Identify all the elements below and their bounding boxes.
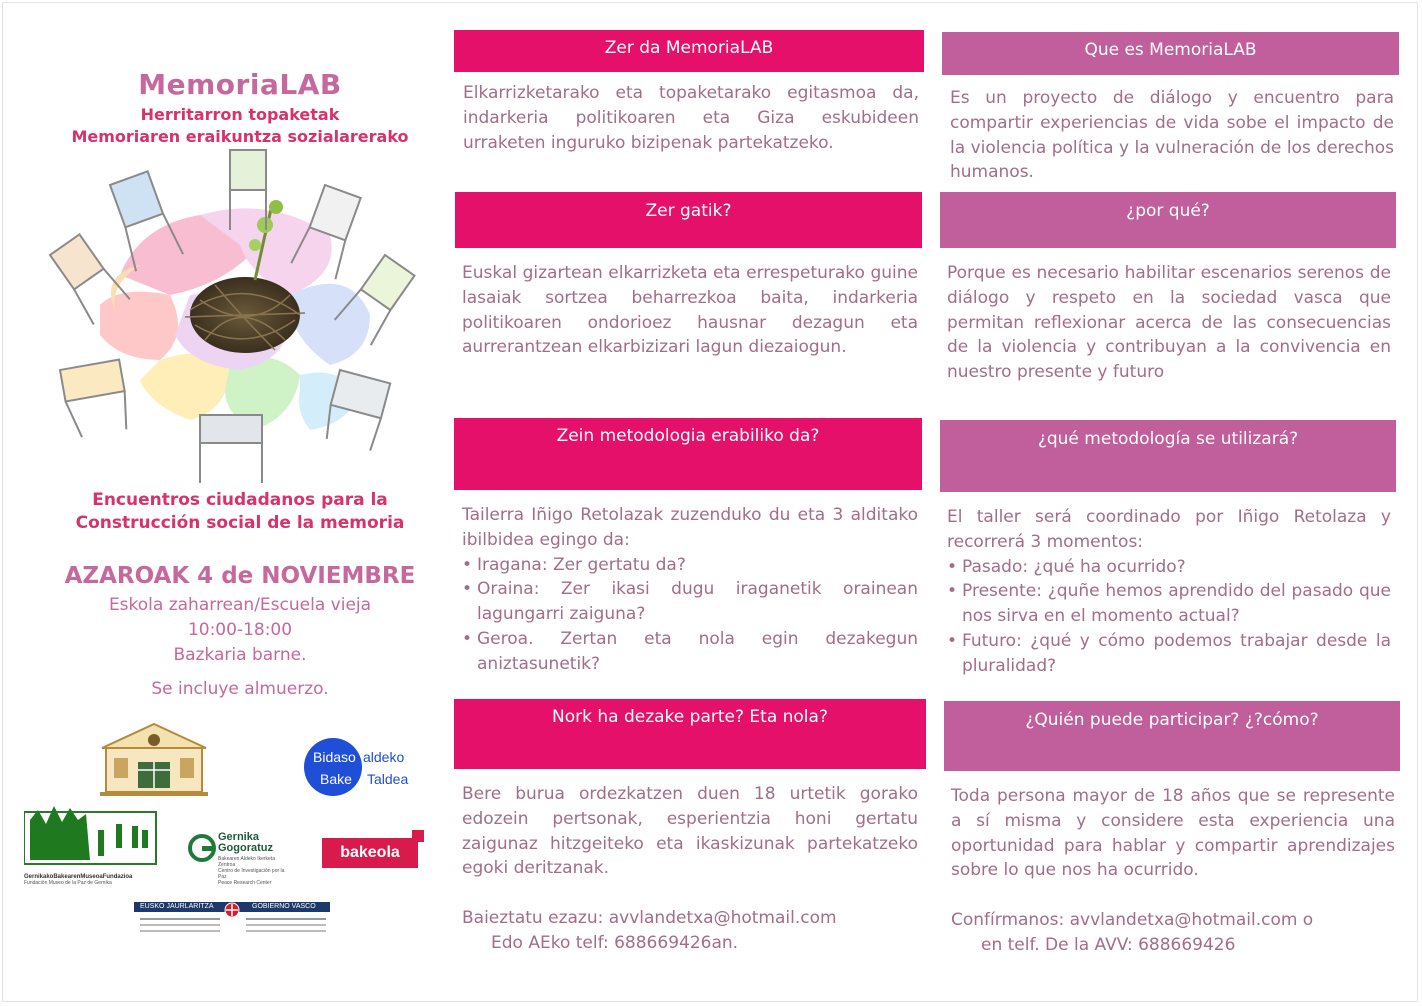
list-item: • Oraina: Zer ikasi dugu iraganetik orainean lagungarri zaiguna? bbox=[462, 577, 918, 627]
basque-government-logo bbox=[134, 902, 330, 942]
es-header-why: ¿por qué? bbox=[940, 192, 1396, 248]
es-confirm-email: Confírmanos: avvlandetxa@hotmail.com o bbox=[951, 910, 1314, 930]
gernika-gogoratuz-logo bbox=[188, 830, 288, 886]
escuela-vieja-building-logo bbox=[92, 718, 216, 798]
eu-methodology-list bbox=[462, 553, 918, 677]
list-item: • Iragana: Zer gertatu da? bbox=[462, 553, 918, 578]
eu-header-what-is: Zer da MemoriaLAB bbox=[454, 30, 924, 72]
gernika-gogoratuz-sub-3: Peace Research Center bbox=[218, 880, 272, 886]
list-item: • Presente: ¿quñe hemos aprendido del pasado que nos sirva en el momento actual? bbox=[947, 579, 1391, 629]
eu-text-methodology bbox=[462, 503, 918, 677]
event-place: Eskola zaharrean/Escuela vieja bbox=[108, 595, 372, 615]
eu-confirm-phone: Edo AEko telf: 688669426an. bbox=[491, 933, 739, 953]
es-text-why: Porque es necesario habilitar escenarios serenos de diálogo y respeto en la sociedad vasca que permitan reflexionar acerca de las consecuencias de la violencia y contribuyan a la convivencia en nuestro presente y futuro bbox=[947, 263, 1391, 383]
list-item: • Futuro: ¿qué y cómo podemos trabajar desde la pluralidad? bbox=[947, 629, 1391, 679]
bakeola-logo bbox=[322, 826, 430, 874]
event-title-es: Encuentros ciudadanos para la bbox=[92, 490, 388, 510]
gernika-gogoratuz-sub-2: Centro de Investigación por la Paz bbox=[218, 868, 285, 880]
gernika-gogoratuz-mark-icon bbox=[188, 834, 216, 862]
bakeola-label: bakeola bbox=[340, 844, 400, 861]
bidasoa-text-4: Taldea bbox=[367, 771, 409, 787]
bidasoa-circle-icon bbox=[304, 738, 362, 796]
es-confirm-phone: en telf. De la AVV: 688669426 bbox=[981, 935, 1236, 955]
eu-text-why: Euskal gizartean elkarrizketa eta errespeturako guine lasaiak sortzea beharrezkoa baita, indarkeria politikoaren ondorioez hausnar dezagun eta aurrerantzean elkarbizizari lagun diezaiogun. bbox=[462, 263, 918, 358]
bidasoa-text-3: Bake bbox=[320, 771, 352, 787]
es-header-what-is: Que es MemoriaLAB bbox=[942, 32, 1399, 75]
eu-header-participation: Nork ha dezake parte? Eta nola? bbox=[454, 699, 926, 769]
gov-name-es: GOBIERNO VASCO bbox=[252, 903, 316, 910]
gernika-gogoratuz-name-1: Gernika bbox=[218, 831, 259, 843]
bidasoa-text-1: Bidaso bbox=[313, 749, 356, 765]
es-text-what-is: Es un proyecto de diálogo y encuentro para compartir experiencias de vida sobe el impacto de la violencia política y la vulneración de los derechos humanos. bbox=[950, 88, 1394, 183]
es-methodology-list bbox=[947, 555, 1391, 679]
gernika-peace-museum-logo bbox=[24, 800, 158, 892]
event-time: 10:00-18:00 bbox=[187, 620, 293, 640]
gernika-gogoratuz-sub-1: Bakearen Aldeko Ikerketa Zentroa bbox=[218, 856, 275, 868]
event-title-es-2: Construcción social de la memoria bbox=[75, 513, 405, 533]
gernika-museum-name: GernikakoBakearenMuseoaFundazioa bbox=[24, 874, 133, 880]
list-item: • Pasado: ¿qué ha ocurrido? bbox=[947, 555, 1391, 580]
gernika-museum-mark-icon bbox=[24, 800, 158, 870]
eu-header-methodology: Zein metodologia erabiliko da? bbox=[454, 418, 922, 490]
brand-subtitle: Herritarron topaketak bbox=[140, 105, 340, 124]
gov-name-eu: EUSKO JAURLARITZA bbox=[140, 903, 214, 910]
es-methodology-intro: El taller será coordinado por Iñigo Retolaza y recorrerá 3 momentos: bbox=[947, 507, 1391, 552]
brand-title: MemoriaLAB bbox=[138, 68, 342, 101]
es-header-participation: ¿Quién puede participar? ¿?cómo? bbox=[944, 701, 1400, 771]
es-header-methodology: ¿qué metodología se utilizará? bbox=[940, 420, 1396, 492]
event-lunch-es: Se incluye almuerzo. bbox=[151, 679, 329, 699]
bidasoa-text-2: aldeko bbox=[363, 749, 405, 765]
eu-text-participation: Bere burua ordezkatzen duen 18 urtetik gorako edozein pertsonak, esperientzia honi gertatu zaigunaz hitzgeiteko eta ikaskizunak partekatzeko egoki deritzanak. bbox=[462, 784, 918, 879]
brand-subtitle-2: Memoriaren eraikuntza sozialarerako bbox=[71, 127, 409, 146]
eu-methodology-intro: Tailerra Iñigo Retolazak zuzenduko du eta 3 alditako ibilbidea egingo da: bbox=[462, 505, 918, 550]
eu-text-what-is: Elkarrizketarako eta topaketarako egitasmoa da, indarkeria politikoaren eta Giza eskubideen urraketen inguruko bizipenak partekatzeko. bbox=[463, 83, 919, 153]
basque-government-emblem-icon bbox=[224, 902, 240, 918]
chairs-circle-illustration bbox=[40, 145, 440, 485]
bidasoaldeko-bake-taldea-logo bbox=[300, 738, 430, 798]
es-text-participation: Toda persona mayor de 18 años que se represente a sí misma y considere esta experiencia una oportunidad para hablar y compartir aprendizajes sobre lo que nos ha ocurrido. bbox=[951, 786, 1395, 881]
gernika-museum-subname: Fundación Museo de la Paz de Gernika bbox=[24, 880, 112, 886]
eu-header-why: Zer gatik? bbox=[455, 192, 922, 248]
event-date: AZAROAK 4 de NOVIEMBRE bbox=[64, 563, 416, 589]
event-lunch-eu: Bazkaria barne. bbox=[173, 645, 307, 665]
list-item: • Geroa. Zertan eta nola egin dezakegun aniztasunetik? bbox=[462, 627, 918, 677]
eu-confirm-email: Baieztatu ezazu: avvlandetxa@hotmail.com bbox=[462, 908, 837, 928]
gernika-gogoratuz-name-2: Gogoratuz bbox=[218, 842, 273, 854]
es-text-methodology bbox=[947, 505, 1391, 679]
